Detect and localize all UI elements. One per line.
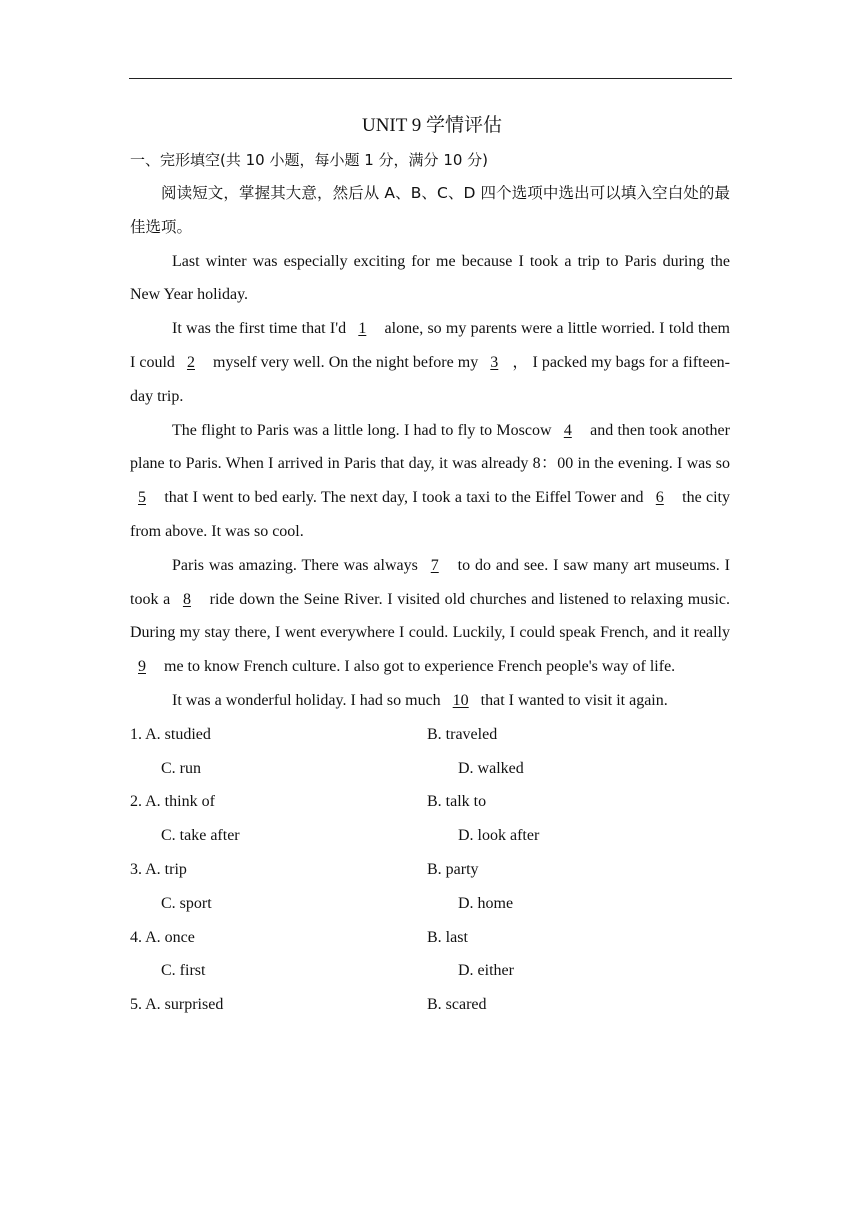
option-c: C. sport (161, 894, 212, 912)
option-b: B. scared (427, 996, 487, 1014)
text-run: me to know French culture. I also got to experience French people's way of life. (160, 658, 676, 676)
blank-2: 2 (186, 353, 195, 371)
text-run: the city from above. It was so cool. (130, 489, 730, 540)
question-row (130, 819, 730, 853)
option-d: D. look after (458, 827, 540, 845)
question-row (130, 752, 730, 786)
option-a: 3. A. trip (130, 860, 187, 878)
option-b: B. party (427, 860, 479, 878)
question-row (130, 718, 730, 752)
blank-8: 8 (182, 590, 191, 608)
option-d: D. either (458, 962, 514, 980)
text-run: It was a wonderful holiday. I had so much (172, 691, 445, 709)
option-c: C. first (161, 962, 206, 980)
text-run: ， I packed my bags for a fifteen-day trip. (130, 353, 730, 405)
option-d: D. walked (458, 759, 524, 777)
blank-1: 1 (358, 320, 367, 338)
passage-paragraph-5 (130, 684, 730, 718)
option-b: B. last (427, 928, 468, 946)
blank-9: 9 (138, 658, 146, 676)
blank-3: 3 (490, 353, 499, 371)
text-run: myself very well. On the night before my (208, 353, 483, 371)
question-row (130, 988, 730, 1022)
question-row (130, 853, 730, 887)
instructions: 阅读短文，掌握其大意，然后从 A、B、C、D 四个选项中选出可以填入空白处的最佳选项。 (130, 184, 730, 236)
text-run: The flight to Paris was a little long. I had to fly to Moscow (172, 421, 556, 439)
option-a: 5. A. surprised (130, 996, 224, 1014)
option-c: C. run (161, 759, 201, 777)
option-a: 4. A. once (130, 928, 195, 946)
question-list (130, 718, 730, 1022)
option-a: 2. A. think of (130, 793, 215, 811)
option-a: 1. A. studied (130, 725, 211, 743)
question-row (130, 785, 730, 819)
passage-paragraph-4 (130, 549, 730, 684)
question-row (130, 954, 730, 988)
passage-paragraph-1: Last winter was especially exciting for me because I took a trip to Paris during the New Year holiday. (130, 252, 730, 304)
blank-6: 6 (655, 489, 664, 507)
option-d: D. home (458, 894, 514, 912)
passage-paragraph-3 (130, 414, 730, 549)
option-b: B. talk to (427, 793, 487, 811)
section-heading: 一、完形填空(共 10 小题，每小题 1 分，满分 10 分) (130, 151, 489, 169)
page-title: UNIT 9 学情评估 (361, 115, 503, 136)
text-run: It was the first time that I'd (172, 320, 351, 338)
question-row (130, 921, 730, 955)
text-run: to do and see. I saw many art museums. I took a (130, 556, 730, 608)
header-rule (129, 78, 732, 79)
blank-4: 4 (563, 421, 572, 439)
option-c: C. take after (161, 827, 240, 845)
text-run: and then took another plane to Paris. When I arrived in Paris that day, it was already 8：00 in the evening. I was so (130, 421, 730, 473)
passage-paragraph-2 (130, 312, 730, 413)
text-run: Paris was amazing. There was always (172, 556, 423, 574)
text-run: that I went to bed early. The next day, I took a taxi to the Eiffel Tower and (160, 489, 648, 507)
text-run: ride down the Seine River. I visited old churches and listened to relaxing music. During my stay there, I went everywhere I could. Luckily, I could speak French, and it really (130, 590, 731, 642)
blank-7: 7 (430, 556, 439, 574)
blank-5: 5 (138, 489, 146, 507)
option-b: B. traveled (427, 725, 498, 743)
question-row (130, 887, 730, 921)
text-run: that I wanted to visit it again. (476, 691, 668, 709)
text-run: alone, so my parents were a little worried. I told them I could (130, 320, 730, 371)
blank-10: 10 (452, 691, 469, 709)
exam-page (130, 108, 730, 1022)
